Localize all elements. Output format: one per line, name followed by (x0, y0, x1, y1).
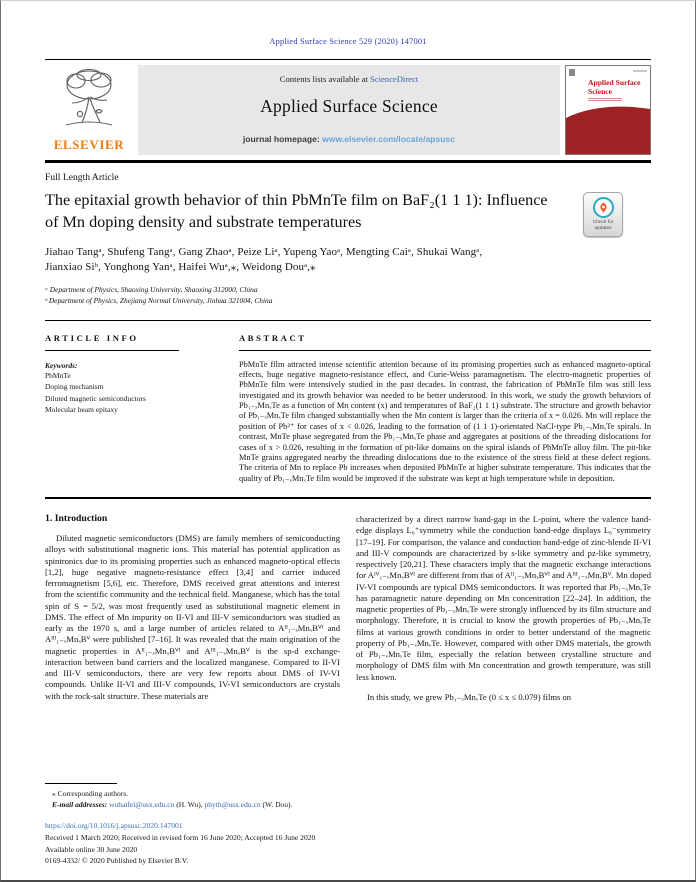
homepage-label: journal homepage: (242, 134, 323, 144)
email-link-wu[interactable]: wuhaifei@usx.edu.cn (109, 800, 175, 810)
journal-cover-thumbnail[interactable] (565, 65, 651, 155)
email-link-dou[interactable]: phyth@usx.edu.cn (204, 800, 261, 810)
elsevier-wordmark: ELSEVIER (53, 137, 125, 152)
abstract-heading: ABSTRACT (239, 333, 651, 351)
study-paragraph: In this study, we grew Pb₁₋ₓMnₓTe (0 ≤ x ≤ 0.079) films on (367, 692, 572, 703)
issn-copyright-line: 0169-4332/ © 2020 Published by Elsevier B.V. (45, 856, 189, 866)
corresponding-author-footnote (45, 783, 340, 811)
article-body (45, 513, 651, 811)
article-info-column (45, 333, 217, 485)
keyword-item: Doping mechanism (45, 382, 104, 392)
email-addresses-line (45, 800, 340, 811)
article-footer (45, 820, 651, 867)
email-owner-wu: (H. Wu), (174, 800, 205, 810)
email-label: E-mail addresses: (52, 800, 110, 810)
cover-subtitle-lines (588, 98, 650, 101)
crossmark-icon (593, 197, 614, 218)
doi-link[interactable]: https://doi.org/10.1016/j.apsusc.2020.147001 (45, 821, 183, 831)
cover-title: Applied Surface Science (588, 78, 641, 96)
affiliation-b: ᵇ Department of Physics, Zhejiang Normal University, Jinhua 321004, China (45, 295, 273, 305)
divider (45, 160, 651, 163)
body-column-right (356, 513, 651, 811)
journal-masthead (45, 65, 651, 155)
available-online-line: Available online 30 June 2020 (45, 844, 138, 854)
keywords-label: Keywords: (45, 360, 78, 370)
corresponding-authors-note: ⁎ Corresponding authors. (52, 789, 129, 799)
body-column-left (45, 513, 340, 811)
cover-logo-icon (569, 69, 575, 76)
contents-line (138, 74, 560, 84)
received-dates-line: Received 1 March 2020; Received in revised form 16 June 2020; Accepted 16 June 2020 (45, 832, 316, 842)
article-info-heading: ARTICLE INFO (45, 333, 179, 351)
intro-paragraph: Diluted magnetic semiconductors (DMS) are family members of semiconducting alloys with substitutional magnetic ions. This material has potential application as spintronics due to its promising properties such as enhanced magneto-optical effects [1,2], huge negative magneto-resistance effect [3,4] and carrier induced ferromagnetism [5,6], etc. Therefore, DMS received great attentions and interest from the scientific community and the technical field. Manganese, which has the total spin of S = 5/2, was most frequently used as substitutional magnetic element in DMS. The effect of Mn impurity on II-VI and III-V semiconductors was studied as early as the 1970 s, and a large number of articles related to Aᴵᴵ₁₋ₓMnₓBⱽᴵ and Aᴵᴵᴵ₁₋ₓMnₓBⱽ were published [7–16]. It was revealed that the main origination of the magnetic properties in Aᴵᴵ₁₋ₓMnₓBⱽᴵ and Aᴵᴵᴵ₁₋ₓMnₓBⱽ is the sp-d exchange-interaction between band carriers and the localized manganese. Compared to II-VI and III-V semiconductors, there are very few reports about DMS of IV-VI compounds. Unlike II-VI and III-V compounds, IV-VI semiconductors are crystals with the rock-salt structure. These materials are (45, 533, 340, 701)
divider (45, 497, 651, 499)
elsevier-logo[interactable] (45, 65, 133, 155)
cover-issue-text (633, 70, 647, 72)
footnote-divider (45, 783, 117, 784)
authors-line: Jiahao Tangᵃ, Shufeng Tangᵃ, Gang Zhaoᵃ, Peize Liᵃ, Yupeng Yaoᵃ, Mengting Caiᵃ, Shukai Wangᵃ, (45, 246, 483, 259)
homepage-line (138, 134, 560, 144)
info-abstract-section (45, 321, 651, 498)
keyword-item: Diluted magnetic semiconductors (45, 393, 146, 403)
section-heading-introduction: 1. Introduction (45, 513, 108, 525)
article-type-label: Full Length Article (45, 172, 119, 183)
check-updates-label: Check for updates (592, 220, 614, 231)
authors-line: Jianxiao Siᵇ, Yonghong Yanᵃ, Haifei Wuᵃ,⁎, Weidong Douᵃ,⁎ (45, 261, 316, 274)
keyword-item: PbMnTe (45, 370, 71, 380)
abstract-text: PbMnTe film attracted intense scientific attention because of its promising properties such as enhanced magneto-optical effects, huge negative magneto-resistance effect, and Curie-Weiss paramagnetism. The electro-magnetic properties of PbMnTe film were intensively studied in the past decades. In contrast, the fabrication of PbMnTe film was still less investigated and its growth behavior was needed to be better understood. In this work, we study the growth behaviors of Pb₁₋ₓMnₓTe as a function of Mn content (x) and temperatures of BaF₂(1 1 1) substrate. The structure and growth behavior of Pb₁₋ₓMnₓTe film changed substantially when the Mn content is larger than the criteria of x = 0.026. Mn will replace the position of Pb²⁺ for cases of x < 0.026, leading to the formation of (1 1 1)-orientated NaCl-type Pb₁₋ₓMnₓTe spirals. In contrast, MnTe phase segregated from the Pb₁₋ₓMnₓTe phase and aggregates at positions of the threading dislocations for cases of x > 0.026, resulting in the formation of pit-like domains on the spiral islands of PbMnTe alloy film. The pit-like MnTe grains aggregated nearby the threading dislocations due to the existence of the stress field at these defect regions. The criteria of Mn to replace Pb increases when deposited PbMnTe at higher substrate temperature. This indicates that the quality of Pb₁₋ₓMnₓTe film would be improved if the substrate was kept at high temperature while in deposition. (239, 359, 651, 483)
sciencedirect-link[interactable]: ScienceDirect (370, 74, 419, 84)
journal-homepage-link[interactable]: www.elsevier.com/locate/apsusc (322, 134, 456, 144)
article-title: The epitaxial growth behavior of thin PbMnTe film on BaF₂(1 1 1): Influence of Mn doping density and substrate temperatures (45, 191, 548, 232)
masthead-center-panel (138, 65, 560, 155)
intro-paragraph-continued: characterized by a direct narrow band-gap in the L-point, where the valence band-edge displays L₆⁺symmetry while the conduction band-edge displays L₆⁻symmetry [17–19]. For comparison, the valance and conduction band-edge of zinc-blende II-VI and III-V compounds are characterized by s-like symmetry and pz-like symmetry, respectively [20,21]. These characters imply that the magnetic exchange interactions for Aᴵⱽ₁₋ₓMnₓBⱽᴵ are different from that of Aᴵᴵ₁₋ₓMnₓBⱽᴵ and Aᴵᴵᴵ₁₋ₓMnₓBⱽ. Mn doped IV-VI compounds are typical DMS semiconductors. It was reported that Pb₁₋ₓMnₓTe has paramagnetic nature depending on Mn concentration [22–24]. In addition, the magnetic properties of Pb₁₋ₓMnₓTe were strongly influenced by its film structure and morphology. Therefore, it is crucial to know the growth properties of Pb₁₋ₓMnₓTe films at various growth conditions in order to better understand of the magnetic property of Pb₁₋ₓMnₓTe. However, compared with other DMS materials, the growth of Pb₁₋ₓMnₓTe film, especially the relation between crystalline structure and morphology of DMS film with Mn concentration and growth temperature, was still less known. (356, 514, 651, 682)
cover-red-wave (566, 102, 650, 154)
keyword-item: Molecular beam epitaxy (45, 405, 118, 415)
divider (45, 59, 651, 60)
elsevier-tree-icon (60, 67, 118, 134)
journal-title: Applied Surface Science (260, 96, 438, 116)
journal-citation-header: Applied Surface Science 529 (2020) 147001 (269, 37, 427, 46)
abstract-column (239, 333, 651, 485)
email-owner-dou: (W. Dou). (260, 800, 293, 810)
contents-prefix-text: Contents lists available at (279, 74, 370, 84)
affiliation-a: ᵃ Department of Physics, Shaoxing University, Shaoxing 312000, China (45, 285, 258, 295)
check-for-updates-badge[interactable] (583, 192, 623, 237)
